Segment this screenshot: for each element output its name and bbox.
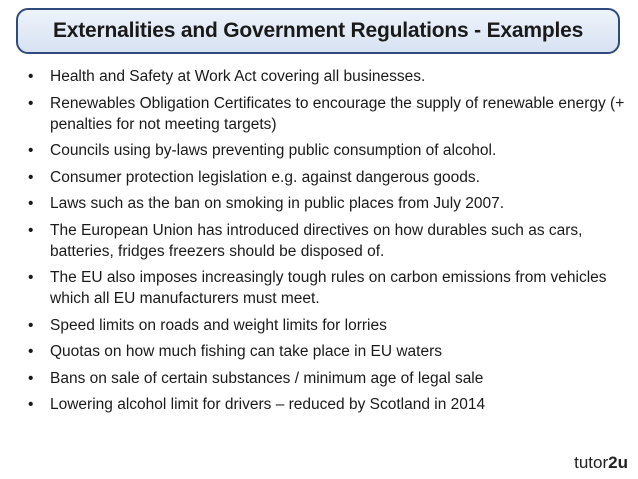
slide-title: Externalities and Government Regulations - Examples [52, 19, 584, 42]
bullet-item: • Bans on sale of certain substances / minimum age of legal sale [28, 368, 628, 389]
bullet-item: • The European Union has introduced directives on how durables such as cars, batteries, fridges freezers should be disposed of. [28, 220, 628, 262]
bullet-item: • The EU also imposes increasingly tough rules on carbon emissions from vehicles which all EU manufacturers must meet. [28, 267, 628, 309]
bullet-item: • Renewables Obligation Certificates to encourage the supply of renewable energy (+ penalties for not meeting targets) [28, 93, 628, 135]
bullet-item: • Lowering alcohol limit for drivers – reduced by Scotland in 2014 [28, 394, 628, 415]
brand-logo [574, 453, 628, 473]
bullet-item: • Laws such as the ban on smoking in public places from July 2007. [28, 193, 628, 214]
brand-name: tutor [574, 453, 609, 472]
bullet-list [28, 66, 628, 421]
bullet-item: • Speed limits on roads and weight limits for lorries [28, 315, 628, 336]
bullet-item: • Health and Safety at Work Act covering all businesses. [28, 66, 628, 87]
bullet-item: • Consumer protection legislation e.g. against dangerous goods. [28, 167, 628, 188]
bullet-item: • Councils using by-laws preventing public consumption of alcohol. [28, 140, 628, 161]
title-box [16, 8, 620, 54]
brand-mark: 2u [608, 453, 628, 472]
bullet-item: • Quotas on how much fishing can take place in EU waters [28, 341, 628, 362]
